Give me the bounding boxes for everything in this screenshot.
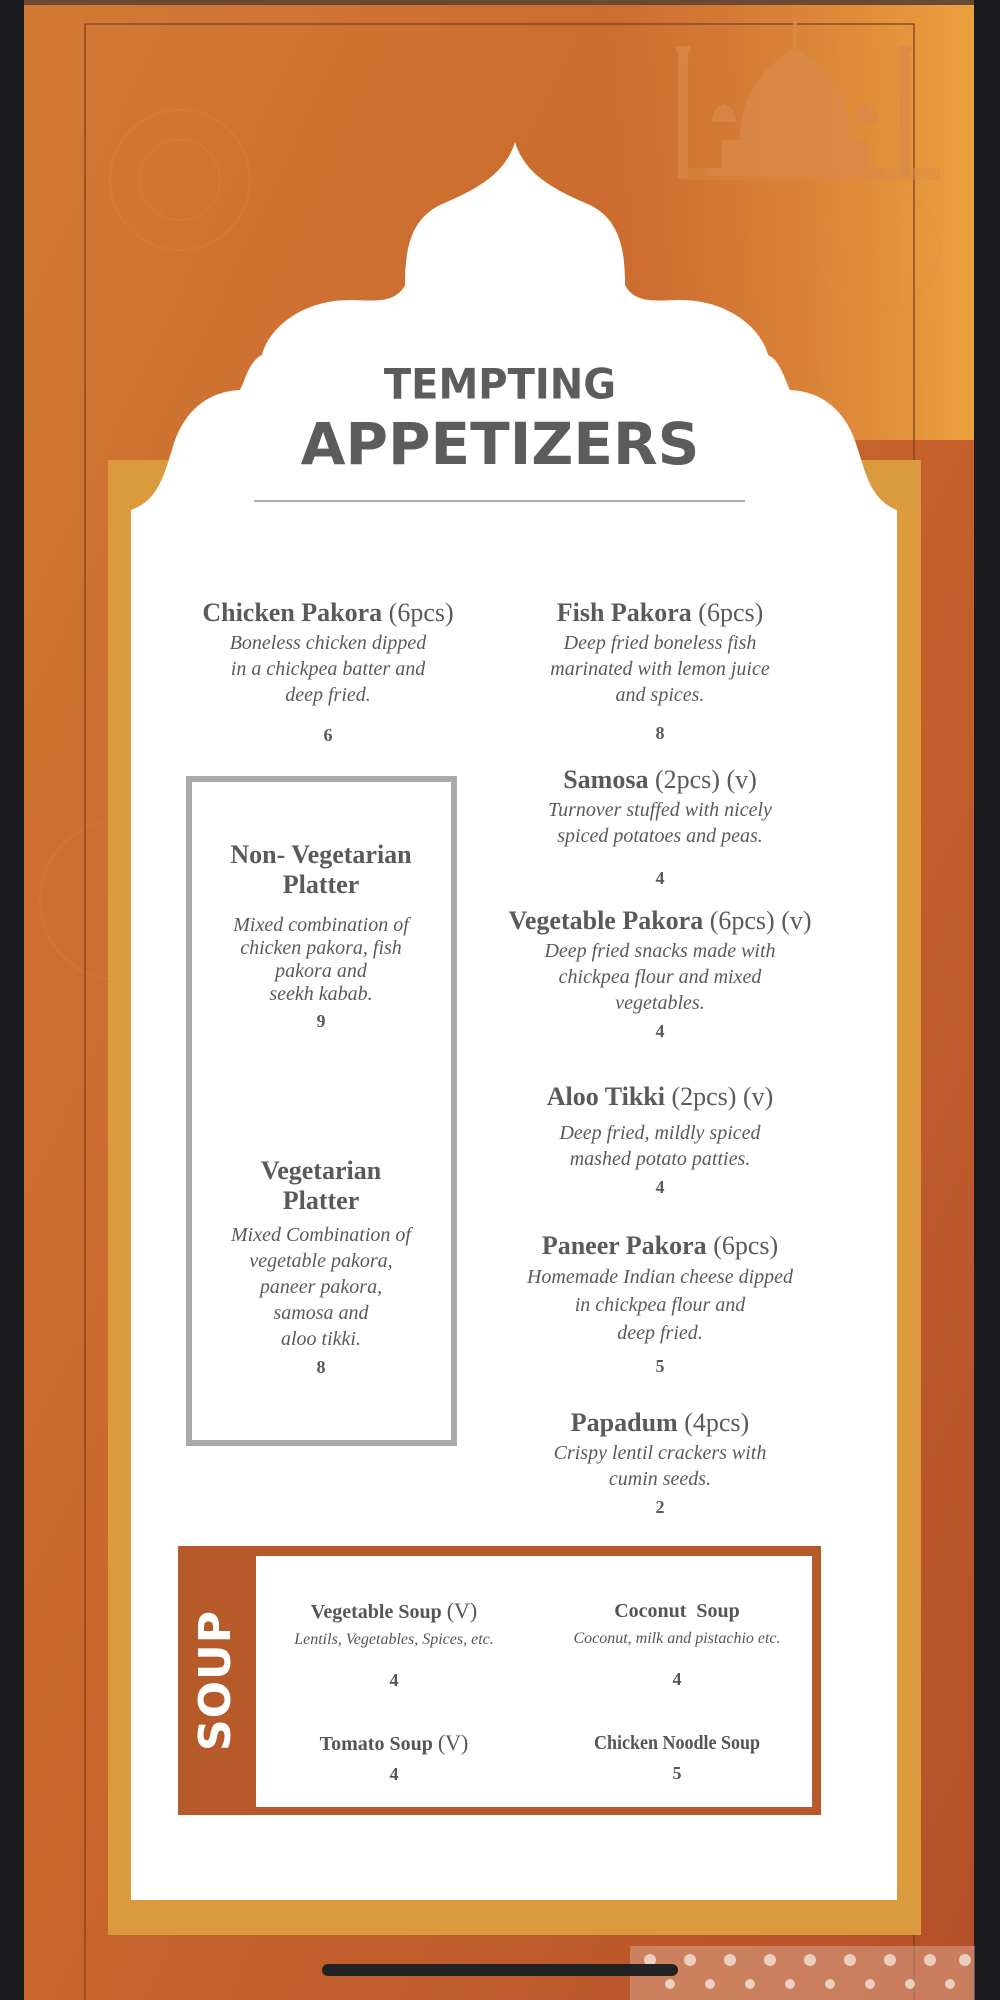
soup-name: Coconut Soup [614, 1600, 740, 1622]
item-price: 8 [655, 723, 665, 743]
item-name: Chicken Pakora [202, 598, 383, 627]
item-name: Paneer Pakora [541, 1231, 707, 1260]
soup-qty: (V) [446, 1598, 478, 1623]
soup-name: Chicken Noodle Soup [593, 1732, 761, 1754]
item-qty: (6pcs) (v) [709, 906, 812, 935]
item-qty: (2pcs) (v) [654, 765, 757, 794]
title-tempting: TEMPTING [383, 360, 617, 410]
soup-section-label: SOUP [190, 1609, 242, 1751]
menu-item-papadum [500, 1408, 820, 1518]
platter-non-vegetarian [196, 840, 446, 1032]
item-description: Turnover stuffed with nicely spiced potatoes and peas. [548, 799, 772, 847]
soup-description: Coconut, milk and pistachio etc. [573, 1630, 781, 1647]
menu-item-fish-pakora [500, 598, 820, 744]
item-description: Boneless chicken dipped in a chickpea batter and deep fried. [229, 632, 427, 706]
soup-item-tomato [262, 1730, 526, 1785]
menu-item-vegetable-pakora [480, 906, 840, 1042]
item-description: Deep fried, mildly spiced mashed potato patties. [559, 1122, 761, 1170]
item-description: Homemade Indian cheese dipped in chickpea flour and deep fried. [526, 1266, 794, 1344]
platter-price: 9 [316, 1011, 326, 1031]
soup-item-chicken-noodle [540, 1730, 814, 1784]
item-qty: (6pcs) [698, 598, 764, 627]
platter-vegetarian [196, 1156, 446, 1378]
platter-description: Mixed combination of chicken pakora, fish pakora and seekh kabab. [233, 914, 409, 1005]
item-qty: (6pcs) [388, 598, 454, 627]
item-price: 2 [655, 1497, 665, 1517]
soup-name: Tomato Soup [319, 1733, 433, 1755]
item-name: Vegetable Pakora [508, 906, 704, 935]
platter-name: Non- Vegetarian Platter [230, 840, 412, 899]
soup-price: 4 [672, 1669, 682, 1689]
item-name: Samosa [563, 765, 649, 794]
home-indicator-bar[interactable] [322, 1964, 678, 1976]
menu-item-chicken-pakora [168, 598, 488, 746]
soup-item-coconut [540, 1598, 814, 1690]
item-price: 6 [323, 725, 333, 745]
soup-qty: (V) [437, 1730, 469, 1755]
platter-name: Vegetarian Platter [260, 1156, 382, 1215]
soup-price: 4 [389, 1670, 399, 1690]
item-description: Deep fried boneless fish marinated with lemon juice and spices. [550, 632, 770, 706]
platter-price: 8 [316, 1357, 326, 1377]
item-description: Crispy lentil crackers with cumin seeds. [553, 1442, 767, 1490]
title-appetizers: APPETIZERS [300, 410, 700, 478]
soup-name: Vegetable Soup [310, 1601, 442, 1623]
menu-item-samosa [500, 765, 820, 889]
item-qty: (4pcs) [684, 1408, 750, 1437]
platter-description: Mixed Combination of vegetable pakora, paneer pakora, samosa and aloo tikki. [231, 1224, 411, 1350]
item-qty: (6pcs) [713, 1231, 779, 1260]
item-price: 4 [655, 1021, 665, 1041]
item-description: Deep fried snacks made with chickpea flour and mixed vegetables. [544, 940, 776, 1014]
menu-item-aloo-tikki [500, 1082, 820, 1198]
soup-price: 4 [389, 1764, 399, 1784]
item-price: 4 [655, 1177, 665, 1197]
item-price: 4 [655, 868, 665, 888]
soup-description: Lentils, Vegetables, Spices, etc. [294, 1631, 494, 1648]
item-name: Fish Pakora [556, 598, 692, 627]
item-name: Aloo Tikki [546, 1082, 665, 1111]
soup-price: 5 [672, 1763, 682, 1783]
soup-item-vegetable [262, 1598, 526, 1691]
menu-item-paneer-pakora [490, 1231, 830, 1377]
item-name: Papadum [570, 1408, 678, 1437]
item-qty: (2pcs) (v) [671, 1082, 774, 1111]
item-price: 5 [655, 1356, 665, 1376]
